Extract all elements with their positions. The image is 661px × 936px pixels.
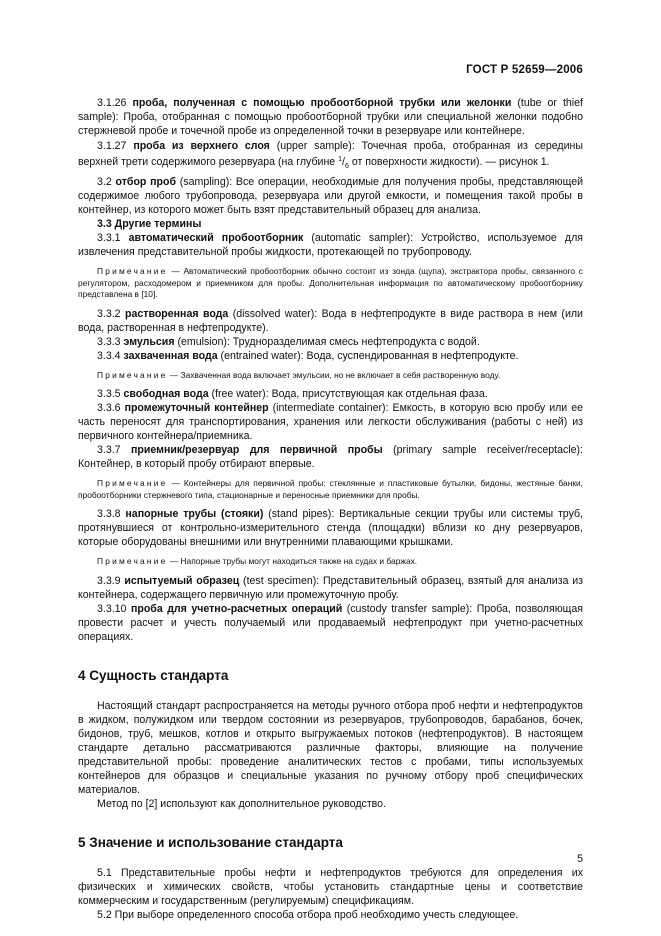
term-3-3-1: 3.3.1 автоматический пробоотборник (automatic sampler): Устройство, используемое для извлечения представительной пробы жидкости, протекающей по трубопроводу. <box>78 232 583 259</box>
term-3-2: 3.2 отбор проб (sampling): Все операции, необходимые для получения пробы, представляющей содержимое любого трубопровода, резервуара или другой емкости, и помещения такой пробы в контейнер, из которого может быть взят представительный образец для анализа. <box>78 176 584 217</box>
standard-header: ГОСТ Р 52659—2006 <box>466 64 583 76</box>
term-3-3-6: 3.3.6 промежуточный контейнер (intermediate container): Емкость, в которую всю пробу или ее часть переносят для транспортирования, хранения или легкости обслуживания (работы с ней) из первичного контейнера/приемника. <box>78 402 583 443</box>
section-4-paragraph-2: Метод по [2] используют как дополнительное руководство. <box>97 797 387 810</box>
subsection-3-3-title: 3.3 Другие термины <box>97 218 202 231</box>
term-3-3-2: 3.3.2 растворенная вода (dissolved water): Вода в нефтепродукте в виде раствора в нем (или вода, растворенная в нефтепродукте). <box>78 307 583 334</box>
note-3: Примечание — Контейнеры для первичной пробы: стеклянные и пластиковые бутылки, бидоны, жестяные банки, пробоотборники стержневого типа, стационарные и переносные приемники для пробы. <box>78 478 583 500</box>
section-5-paragraph-2: 5.2 При выборе определенного способа отбора проб необходимо учесть следующее. <box>97 908 519 921</box>
term-3-3-3: 3.3.3 эмульсия (emulsion): Трудноразделимая смесь нефтепродукта с водой. <box>97 335 480 348</box>
term-3-3-7: 3.3.7 приемник/резервуар для первичной пробы (primary sample receiver/receptacle): Контейнер, в который пробу отбирают впервые. <box>78 444 584 471</box>
note-2: Примечание — Захваченная вода включает эмульсии, но не включает в себя растворенную воду. <box>97 369 501 380</box>
term-3-1-27: 3.1.27 проба из верхнего слоя (upper sample): Точечная проба, отобранная из середины верхней трети содержимого резервуара (на глубине $^1/_6$ от поверхности жидкости). — рисунок 1. <box>78 140 583 171</box>
section-5-paragraph-1: 5.1 Представительные пробы нефти и нефтепродуктов требуются для определения их физических и химических свойств, чтобы установить стандартные цены и соответствие коммерческим и государственным (регулируемым) спецификациям. <box>78 866 583 907</box>
section-4-paragraph-1: Настоящий стандарт распространяется на методы ручного отбора проб нефти и нефтепродуктов в жидком, полужидком или твердом состоянии из резервуаров, трубопроводов, барабанов, бочек, бидонов, труб, мешков, котлов и открыто выгружаемых потоков (нефтепродуктов). В настоящем стандарте детально рассматриваются различные факторы, влияющие на получение представительной пробы: проведение аналитических тестов с пробами, типы используемых контейнеров для образцов и специальные указания по ручному отбору проб специфических материалов. <box>78 699 583 796</box>
term-3-3-4: 3.3.4 захваченная вода (entrained water): Вода, суспендированная в нефтепродукте. <box>97 349 519 362</box>
term-3-3-9: 3.3.9 испытуемый образец (test specimen): Представительный образец, взятый для анализа из контейнера, содержащего первичную или промежуточную пробу. <box>78 574 583 601</box>
section-4-title: 4 Сущность стандарта <box>78 667 229 683</box>
term-3-1-26: 3.1.26 проба, полученная с помощью пробоотборной трубки или желонки (tube or thief sample): Проба, отобранная с помощью пробоотборной трубки или специальной желонки подобно стержневой пробе и точечной пробе из определенной точки в резервуаре или контейнере. <box>78 97 583 137</box>
term-3-3-5: 3.3.5 свободная вода (free water): Вода, присутствующая как отдельная фаза. <box>97 388 488 401</box>
section-5-title: 5 Значение и использование стандарта <box>78 834 343 850</box>
document-body <box>78 96 583 922</box>
page-number: 5 <box>577 853 583 865</box>
term-3-3-10: 3.3.10 проба для учетно-расчетных операций (custody transfer sample): Проба, позволяющая провести расчет и учесть получаемый или продаваемый нефтепродукт при учетно-расчетных операциях. <box>78 602 583 643</box>
note-1: Примечание — Автоматический пробоотборник обычно состоит из зонда (щупа), экстрактора пробы, связанного с регулятором, расходомером и приемником для пробы. Дополнительная информация по автоматическому пробоотборнику представлена в [10]. <box>78 266 583 300</box>
term-3-3-8: 3.3.8 напорные трубы (стояки) (stand pipes): Вертикальные секции трубы или системы труб, протянувшиеся от контрольно-измерительного стенда (площадки) вблизи ко дну резервуаров, которые оборудованы внешними или внутренними плавающими крышками. <box>78 508 583 549</box>
note-4: Примечание — Напорные трубы могут находиться также на судах и баржах. <box>97 556 418 567</box>
